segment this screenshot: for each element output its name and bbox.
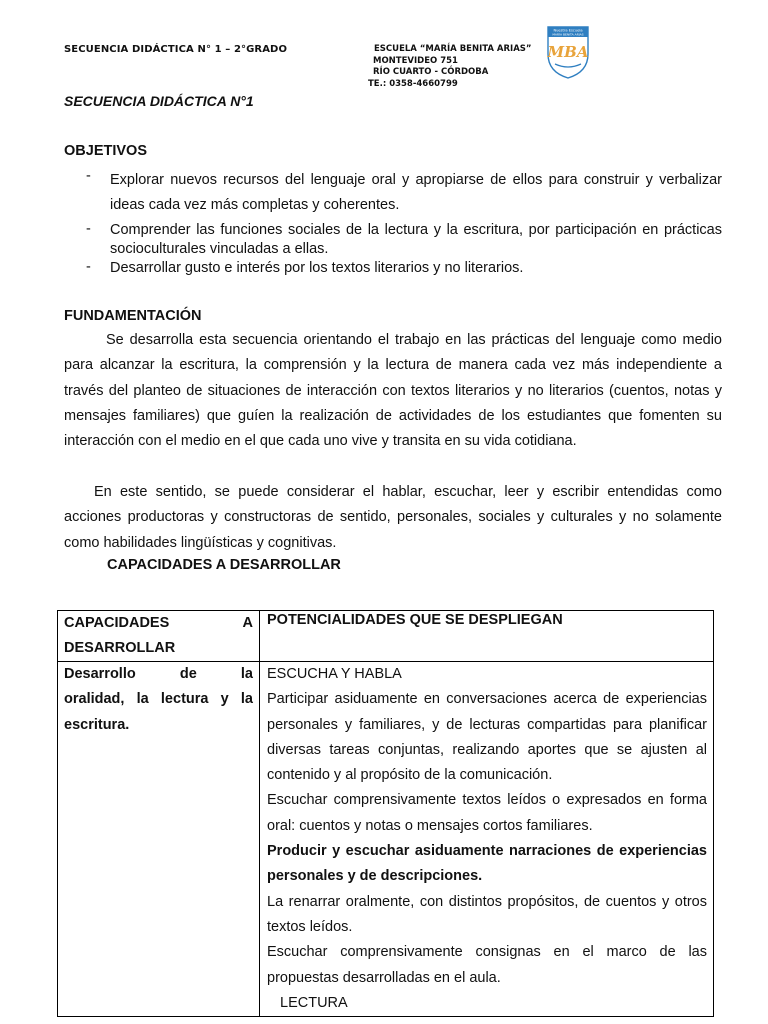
potencialidad-item: Escuchar comprensivamente consignas en el marco de las propuestas desarrolladas en el aula. xyxy=(267,944,707,986)
school-city: RÍO CUARTO - CÓRDOBA xyxy=(373,67,489,77)
capacidad-line-2: oralidad, la lectura y la xyxy=(64,691,253,708)
school-name: ESCUELA “MARÍA BENITA ARIAS” xyxy=(374,44,532,54)
list-item xyxy=(64,221,722,259)
list-dash: - xyxy=(86,259,91,275)
document-title: SECUENCIA DIDÁCTICA N°1 xyxy=(64,93,254,109)
fundamentacion-paragraph-1: Se desarrolla esta secuencia orientando el trabajo en las prácticas del lenguaje como medio para alcanzar la escritura, la comprensión y la lectura de manera cada vez más independiente a través del planteo de situaciones de interacción con textos literarios y no literarios (cuentos, notas y mensajes familiares) que guíen la realización de actividades de los estudiantes que fomenten su interacción con el medio en el que cada uno vive y transita en su vida cotidiana. xyxy=(64,332,722,450)
school-address: MONTEVIDEO 751 xyxy=(373,55,458,66)
subheading-lectura: LECTURA xyxy=(280,994,348,1011)
capacidad-line-1: Desarrollo de la xyxy=(64,666,253,682)
subheading-escucha-habla: ESCUCHA Y HABLA xyxy=(267,666,402,682)
fundamentacion-paragraph-2: En este sentido, se puede considerar el hablar, escuchar, leer y escribir entendidas como acciones productoras y constructoras de sentido, personales, sociales y culturales y no solamente como habilidades lingüísticas y cognitivas. xyxy=(64,484,722,551)
fundamentacion-heading: FUNDAMENTACIÓN xyxy=(64,308,202,324)
header-left-line-1: CAPACIDADES A xyxy=(64,615,253,631)
school-info xyxy=(368,44,532,90)
logo-initials: MBA xyxy=(547,43,589,61)
header-sequence-label: SECUENCIA DIDÁCTICA N° 1 – 2°GRADO xyxy=(64,44,288,55)
header-left-line-2: DESARROLLAR xyxy=(64,640,176,656)
objetivos-heading: OBJETIVOS xyxy=(64,143,147,159)
school-logo xyxy=(545,24,591,80)
table-header-row xyxy=(58,611,714,662)
capacidades-heading: CAPACIDADES A DESARROLLAR xyxy=(107,557,341,573)
capacidades-table xyxy=(57,610,714,1017)
header-right-text: POTENCIALIDADES QUE SE DESPLIEGAN xyxy=(267,612,563,628)
list-item-text: Comprender las funciones sociales de la lectura y la escritura, por participación en prácticas socioculturales vinculadas a ellas. xyxy=(110,222,722,257)
potencialidad-item: Participar asiduamente en conversaciones acerca de experiencias personales y familiares, y de lecturas compartidas para planificar diversas tareas conjuntas, realizando aportes que se ajusten al contenido y al propósito de la comunicación. xyxy=(267,691,707,784)
table-header-capacidades xyxy=(58,611,260,662)
list-dash: - xyxy=(86,168,91,184)
logo-text-bottom: MARÍA BENITA ARIAS xyxy=(552,32,584,37)
list-item-text: Explorar nuevos recursos del lenguaje oral y apropiarse de ellos para construir y verbalizar ideas cada vez más completas y coherentes. xyxy=(110,172,722,213)
potencialidad-item: Producir y escuchar asiduamente narraciones de experiencias personales y de descripciones. xyxy=(267,843,707,885)
potencialidades-cell xyxy=(260,662,714,1017)
capacidad-line-3: escritura. xyxy=(64,716,130,733)
school-phone: TE.: 0358-4660799 xyxy=(368,78,458,89)
potencialidad-item: Escuchar comprensivamente textos leídos o expresados en forma oral: cuentos y notas o mensajes cortos familiares. xyxy=(267,792,707,834)
list-item xyxy=(64,168,722,218)
table-header-potencialidades xyxy=(260,611,714,662)
potencialidad-item: La renarrar oralmente, con distintos propósitos, de cuentos y otros textos leídos. xyxy=(267,893,707,935)
list-dash: - xyxy=(86,221,91,237)
list-item xyxy=(64,259,722,278)
logo-text-top: Nuestra Escuela xyxy=(553,28,583,33)
capacidad-cell xyxy=(58,662,260,1017)
objetivos-list xyxy=(64,168,722,278)
table-row xyxy=(58,662,714,1017)
list-item-text: Desarrollar gusto e interés por los textos literarios y no literarios. xyxy=(110,260,524,276)
